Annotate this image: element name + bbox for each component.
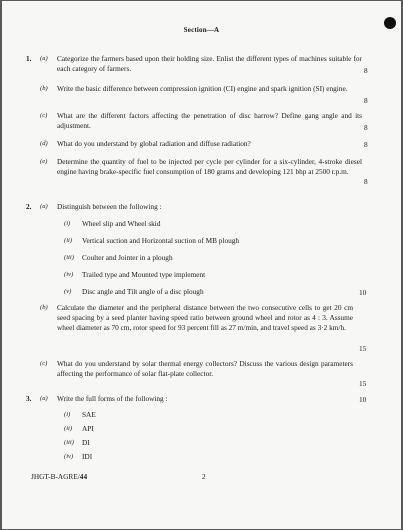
page-number: 2 (202, 472, 206, 481)
q3a-i-text: SAE (82, 410, 96, 419)
q3a-label: (a) (40, 395, 48, 402)
q1b-marks: 8 (364, 96, 368, 105)
q2a-v-text: Disc angle and Tilt angle of a disc plough (82, 287, 204, 296)
q1e-marks: 8 (364, 177, 368, 186)
q2a-i-label: (i) (64, 220, 71, 227)
q2a-ii-text: Vertical suction and Horizontal suction of MB plough (82, 236, 240, 245)
q2c-marks: 15 (359, 379, 367, 388)
q1b-label: (b) (40, 85, 48, 92)
q2b-text: Calculate the diameter and the peripheral distance between the two consecutive cells to get 20 cm seed spacing by a seed planter having speed ratio between ground wheel and rotor as 4 : 3. Assume wheel diameter as 70 cm, rotor speed for 93 percent fill as 27 m/min, and travel speed as 3·2 km/h. (57, 303, 353, 332)
q1d-label: (d) (40, 140, 48, 147)
q3a-iii-label: (iii) (64, 439, 74, 446)
q1d-marks: 8 (364, 140, 368, 149)
q1d-text: What do you understand by global radiation and diffuse radiation? (57, 139, 251, 148)
q1b-text: Write the basic difference between compression ignition (CI) engine and spark ignition (SI) engine. (57, 84, 348, 93)
q3a-text: Write the full forms of the following : (57, 394, 168, 403)
q2a-label: (a) (40, 203, 48, 210)
paper-code-number: 44 (79, 472, 88, 481)
question-3-number: 3. (26, 394, 32, 403)
q2a-marks: 10 (359, 288, 367, 297)
q1a-label: (a) (40, 55, 48, 62)
q2b-label: (b) (40, 304, 48, 311)
question-2-number: 2. (26, 202, 32, 211)
paper-code-prefix: JHGT-B-AGRE/ (31, 472, 80, 481)
q2a-iv-text: Trailed type and Mounted type implement (82, 270, 206, 279)
q1a-marks: 8 (364, 66, 368, 75)
q3a-iv-label: (iv) (64, 453, 74, 460)
exam-page (2, 1, 401, 529)
q1a-text: Categorize the farmers based upon their holding size. Enlist the different types of machines suitable for each category of farmers. (57, 54, 362, 73)
q3a-iv-text: IDI (82, 452, 93, 461)
q2a-i-text: Wheel slip and Wheel skid (82, 219, 161, 228)
q1c-text: What are the different factors affecting the penetration of disc harrow? Define gang angle and its adjustment. (57, 111, 362, 130)
q2a-v-label: (v) (64, 288, 72, 295)
q1c-label: (c) (40, 112, 48, 119)
q1e-text: Determine the quantity of fuel to be injected per cycle per cylinder for a six-cylinder, 4-stroke diesel engine having brake-specific fuel consumption of 180 grams and developing 121 bhp at 2500 r.p.m. (57, 157, 362, 176)
q2a-iii-label: (iii) (64, 254, 74, 261)
q1c-marks: 8 (364, 123, 368, 132)
question-1-number: 1. (26, 54, 32, 63)
q2a-iii-text: Coulter and Jointer in a plough (82, 253, 173, 262)
q1e-label: (e) (40, 158, 48, 165)
q2a-iv-label: (iv) (64, 271, 74, 278)
q3a-marks: 10 (359, 395, 367, 404)
q3a-i-label: (i) (64, 411, 71, 418)
q2a-ii-label: (ii) (64, 237, 73, 244)
q2c-label: (c) (40, 360, 48, 367)
paper-code (31, 472, 87, 481)
q2c-text: What do you understand by solar thermal energy collectors? Discuss the various design parameters affecting the performance of solar flat-plate collector. (57, 359, 353, 378)
q2a-text: Distinguish between the following : (57, 202, 162, 211)
q3a-iii-text: DI (82, 438, 90, 447)
q2b-marks: 15 (359, 344, 367, 353)
section-title: Section—A (183, 26, 220, 34)
q3a-ii-text: API (82, 424, 94, 433)
q3a-ii-label: (ii) (64, 425, 73, 432)
